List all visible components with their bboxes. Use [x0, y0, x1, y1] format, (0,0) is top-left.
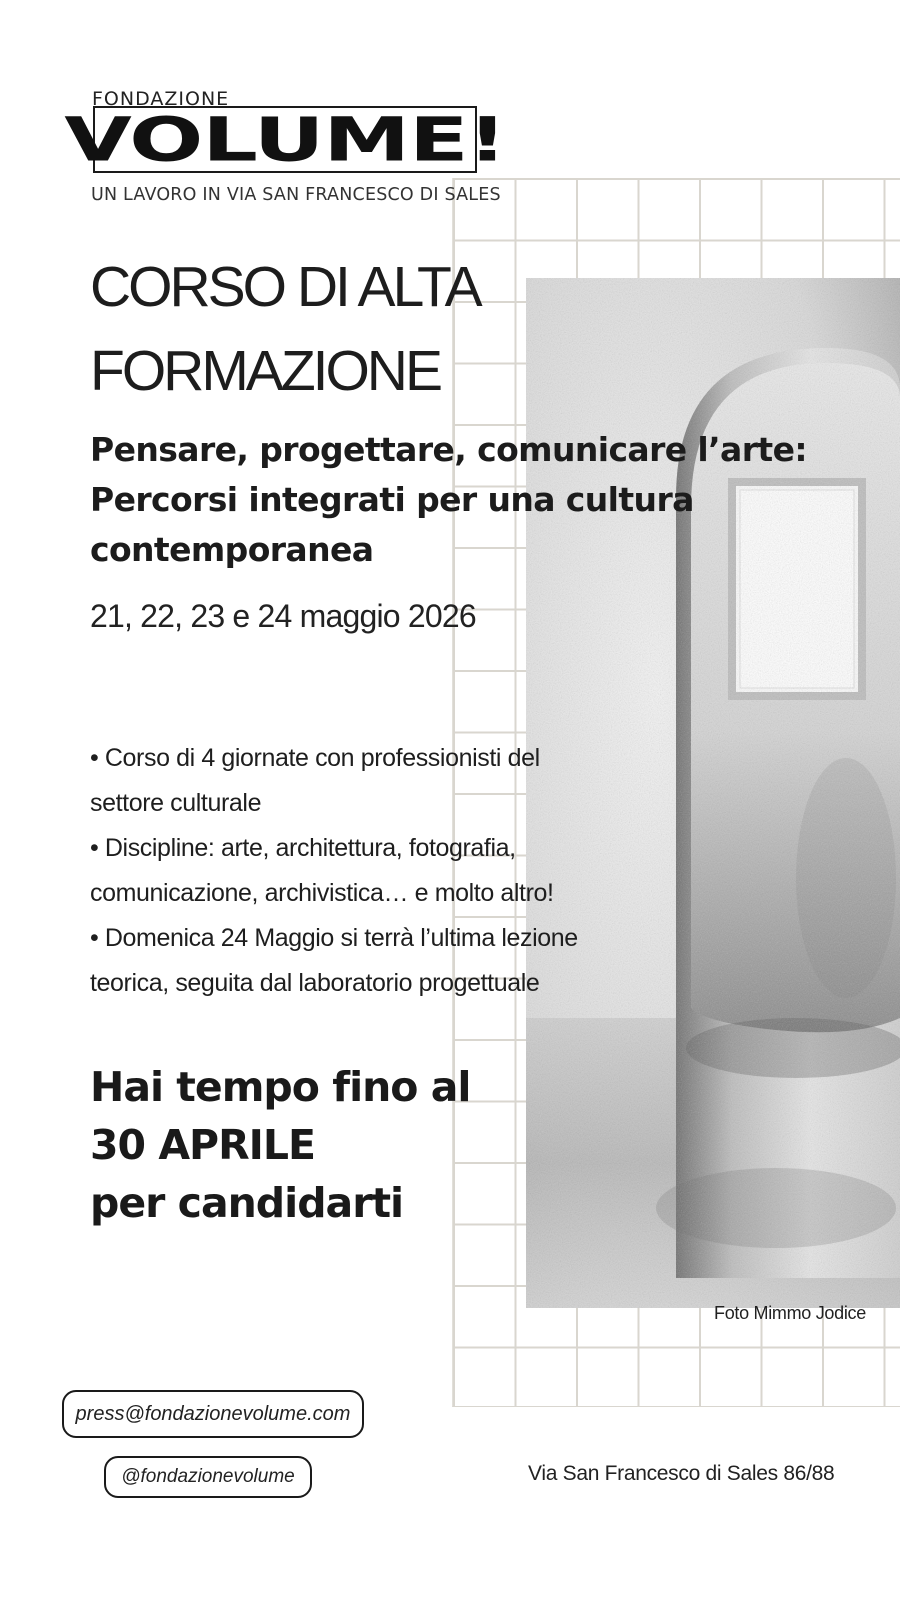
subtitle-line: Percorsi integrati per una cultura — [90, 480, 694, 519]
application-deadline — [90, 1058, 530, 1232]
deadline-line: per candidarti — [90, 1179, 404, 1227]
feature-list — [90, 736, 650, 1006]
logo-wordmark-box — [64, 104, 506, 175]
social-handle-link[interactable]: @fondazionevolume — [104, 1456, 312, 1498]
subtitle-line: contemporanea — [90, 530, 374, 569]
photo-credit: Foto Mimmo Jodice — [714, 1303, 866, 1323]
email-link[interactable]: press@fondazionevolume.com — [62, 1390, 364, 1438]
list-item: • Corso di 4 giornate con professionisti del — [90, 744, 540, 772]
list-item: teorica, seguita dal laboratorio progettuale — [90, 969, 540, 997]
deadline-line: 30 APRILE — [90, 1121, 316, 1169]
course-title-line: CORSO DI ALTA — [90, 255, 480, 319]
subtitle-line: Pensare, progettare, comunicare l’arte: — [90, 430, 807, 469]
logo-subline: UN LAVORO IN VIA SAN FRANCESCO DI SALES — [91, 185, 501, 205]
logo-fondazione-text: FONDAZIONE — [92, 88, 230, 110]
list-item: • Domenica 24 Maggio si terrà l’ultima lezione — [90, 924, 578, 952]
venue-address: Via San Francesco di Sales 86/88 — [528, 1462, 835, 1485]
course-title — [90, 245, 550, 413]
course-dates: 21, 22, 23 e 24 maggio 2026 — [90, 598, 476, 634]
logo-wordmark: VOLUME! — [64, 104, 506, 175]
course-title-line: FORMAZIONE — [90, 339, 440, 403]
list-item: settore culturale — [90, 789, 262, 817]
deadline-line: Hai tempo fino al — [90, 1063, 471, 1111]
list-item: comunicazione, archivistica… e molto altro! — [90, 879, 554, 907]
course-subtitle — [90, 425, 850, 575]
list-item: • Discipline: arte, architettura, fotografia, — [90, 834, 516, 862]
